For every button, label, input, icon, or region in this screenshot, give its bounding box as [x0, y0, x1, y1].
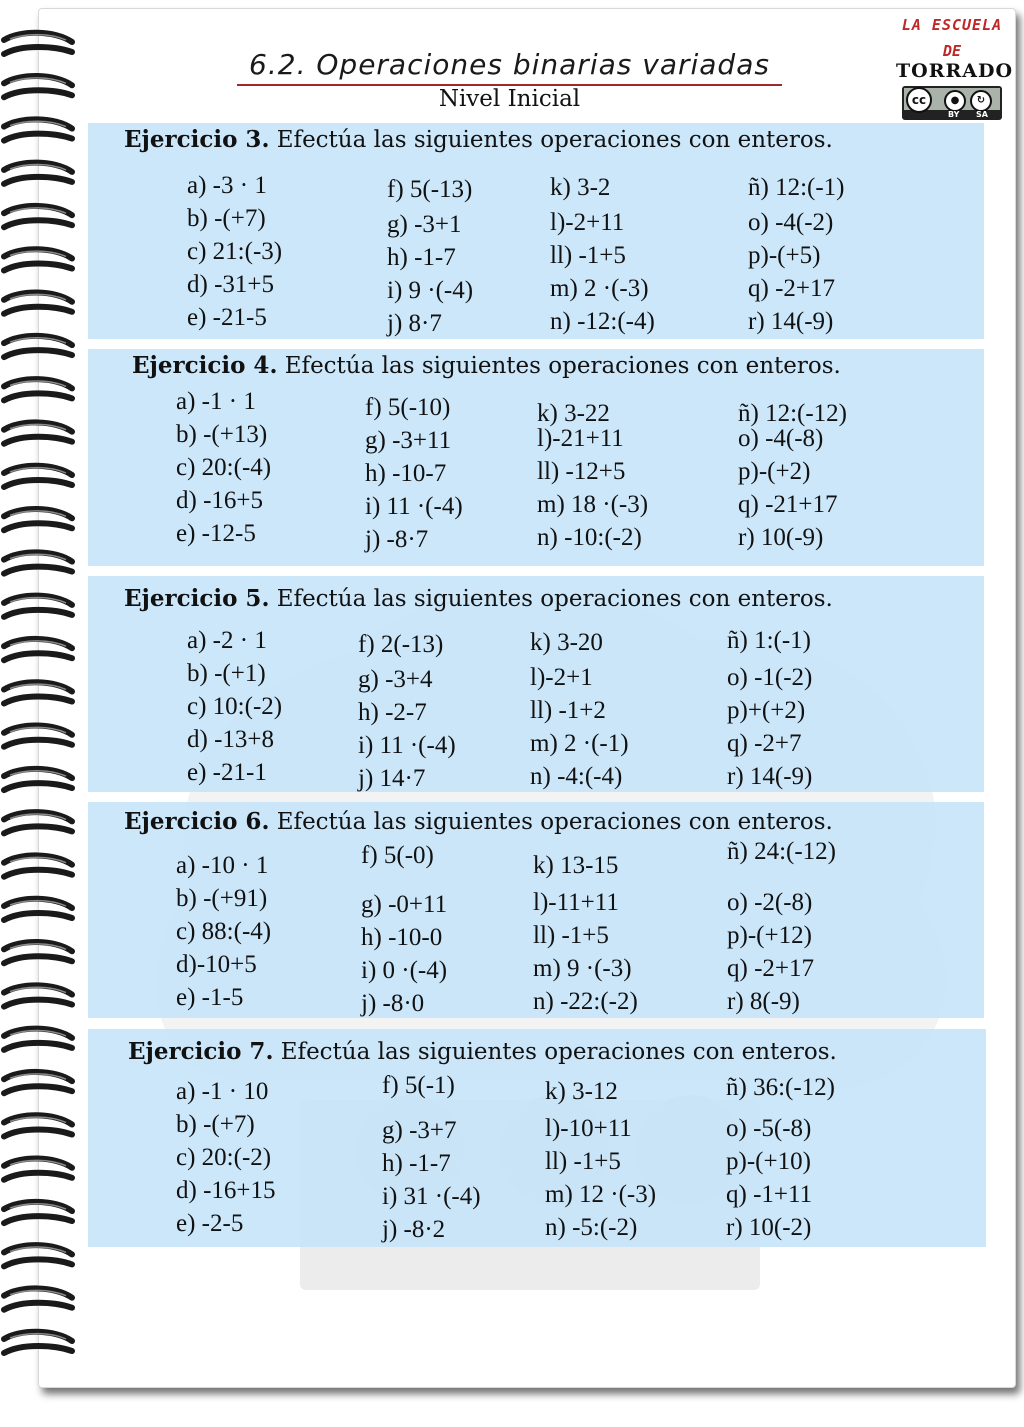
- exercise-instruction: Efectúa las siguientes operaciones con enteros.: [276, 586, 833, 612]
- exercise-item: i) 31 ·(-4): [382, 1183, 481, 1210]
- school-logo: [896, 14, 1014, 124]
- exercise-item: h) -10-0: [361, 924, 443, 951]
- exercise-instruction: Efectúa las siguientes operaciones con enteros.: [280, 1039, 837, 1065]
- cc-sa-label: SA: [976, 110, 988, 119]
- exercise-item: e) -21-5: [187, 304, 267, 331]
- exercise-item: k) 3-20: [530, 629, 603, 656]
- exercise-item: o) -4(-8): [738, 425, 824, 452]
- exercise-item: c) 21:(-3): [187, 238, 283, 265]
- exercise-item: k) 3-2: [550, 174, 611, 201]
- exercise-instruction: Efectúa las siguientes operaciones con enteros.: [276, 127, 833, 153]
- exercise-item: g) -3+7: [382, 1117, 457, 1144]
- exercise-item: m) 2 ·(-1): [530, 730, 629, 757]
- spiral-ring-icon: [4, 1288, 72, 1309]
- spiral-ring-icon: [4, 1202, 72, 1223]
- exercise-item: l)-21+11: [537, 425, 624, 452]
- exercise-item: i) 11 ·(-4): [358, 732, 456, 759]
- exercise-item: d) -31+5: [187, 271, 274, 298]
- exercise-item: a) -2 · 1: [187, 627, 267, 654]
- exercise-item: r) 14(-9): [748, 308, 834, 335]
- exercise-item: ñ) 24:(-12): [727, 838, 836, 865]
- exercise-item: j) 8·7: [387, 310, 442, 337]
- spiral-ring-icon: [4, 812, 72, 833]
- exercise-item: f) 5(-10): [365, 394, 451, 421]
- exercise-item: ñ) 12:(-12): [738, 400, 847, 427]
- spiral-ring-icon: [4, 552, 72, 573]
- exercise-item: ll) -12+5: [537, 458, 626, 485]
- exercise-item: ll) -1+5: [545, 1148, 621, 1175]
- cc-by-label: BY: [948, 110, 960, 119]
- exercise-item: k) 3-22: [537, 400, 610, 427]
- spiral-ring-icon: [4, 509, 72, 530]
- exercise-item: h) -2-7: [358, 699, 427, 726]
- exercise-item: p)-(+5): [748, 242, 821, 269]
- exercise-instruction: Efectúa las siguientes operaciones con enteros.: [284, 353, 841, 379]
- exercise-item: d)-10+5: [176, 951, 257, 978]
- sharealike-icon: ↻: [970, 90, 992, 112]
- exercise-item: l)-2+1: [530, 664, 593, 691]
- exercise-heading: [128, 1038, 837, 1065]
- exercise-item: q) -1+11: [726, 1181, 813, 1208]
- exercise-item: g) -3+1: [387, 211, 462, 238]
- spiral-ring-icon: [4, 682, 72, 703]
- spiral-ring-icon: [4, 985, 72, 1006]
- exercise-item: m) 18 ·(-3): [537, 491, 649, 518]
- exercise-heading: [124, 808, 833, 835]
- exercise-instruction: Efectúa las siguientes operaciones con enteros.: [276, 809, 833, 835]
- exercise-item: i) 0 ·(-4): [361, 957, 448, 984]
- spiral-ring-icon: [4, 1332, 72, 1353]
- spiral-ring-icon: [4, 899, 72, 920]
- exercise-item: g) -3+4: [358, 666, 433, 693]
- exercise-item: p)+(+2): [727, 697, 806, 724]
- exercise-item: f) 5(-13): [387, 176, 473, 203]
- page-title: 6.2. Operaciones binarias variadas: [249, 48, 770, 81]
- exercise-item: i) 11 ·(-4): [365, 493, 463, 520]
- exercise-item: b) -(+7): [187, 205, 266, 232]
- cc-license-badge: [902, 86, 1002, 120]
- spiral-ring-icon: [4, 206, 72, 227]
- exercise-item: m) 9 ·(-3): [533, 955, 632, 982]
- exercise-heading: [124, 585, 833, 612]
- exercise-item: o) -1(-2): [727, 664, 813, 691]
- exercise-number: Ejercicio 7.: [128, 1038, 274, 1065]
- exercise-item: c) 88:(-4): [176, 918, 272, 945]
- exercise-number: Ejercicio 5.: [124, 585, 270, 612]
- exercise-item: ll) -1+5: [550, 242, 626, 269]
- exercise-item: c) 20:(-4): [176, 454, 272, 481]
- exercise-item: ñ) 1:(-1): [727, 627, 811, 654]
- exercise-item: ll) -1+2: [530, 697, 606, 724]
- exercise-item: o) -5(-8): [726, 1115, 812, 1142]
- exercise-number: Ejercicio 4.: [132, 352, 278, 379]
- spiral-ring-icon: [4, 1072, 72, 1093]
- exercise-item: q) -21+17: [738, 491, 838, 518]
- exercise-item: a) -1 · 10: [176, 1078, 269, 1105]
- spiral-ring-icon: [4, 466, 72, 487]
- exercise-item: i) 9 ·(-4): [387, 277, 474, 304]
- exercise-item: l)-11+11: [533, 889, 619, 916]
- exercise-heading: [132, 352, 841, 379]
- exercise-item: b) -(+13): [176, 421, 268, 448]
- exercise-item: q) -2+17: [727, 955, 814, 982]
- exercise-item: r) 8(-9): [727, 988, 800, 1015]
- spiral-ring-icon: [4, 422, 72, 443]
- exercise-item: a) -10 · 1: [176, 852, 269, 879]
- exercise-item: p)-(+10): [726, 1148, 811, 1175]
- exercise-item: f) 2(-13): [358, 631, 444, 658]
- spiral-ring-icon: [4, 1159, 72, 1180]
- exercise-item: ñ) 12:(-1): [748, 174, 845, 201]
- exercise-item: e) -2-5: [176, 1210, 244, 1237]
- spiral-ring-icon: [4, 379, 72, 400]
- exercise-item: n) -22:(-2): [533, 988, 638, 1015]
- cc-icon: cc: [906, 87, 932, 113]
- exercise-item: j) -8·2: [382, 1216, 446, 1243]
- exercise-item: a) -1 · 1: [176, 388, 256, 415]
- exercise-item: h) -1-7: [382, 1150, 451, 1177]
- exercise-heading: [124, 126, 833, 153]
- exercise-number: Ejercicio 6.: [124, 808, 270, 835]
- logo-text-line1: LA ESCUELA: [901, 16, 1003, 34]
- page-header: [237, 48, 782, 118]
- exercise-item: e) -12-5: [176, 520, 256, 547]
- spiral-ring-icon: [4, 1115, 72, 1136]
- spiral-ring-icon: [4, 855, 72, 876]
- exercise-item: q) -2+17: [748, 275, 835, 302]
- exercise-item: m) 2 ·(-3): [550, 275, 649, 302]
- exercise-item: r) 10(-9): [738, 524, 824, 551]
- spiral-ring-icon: [4, 336, 72, 357]
- exercise-item: n) -12:(-4): [550, 308, 655, 335]
- spiral-ring-icon: [4, 163, 72, 184]
- exercise-item: k) 3-12: [545, 1078, 618, 1105]
- exercise-item: e) -21-1: [187, 759, 267, 786]
- exercise-item: h) -1-7: [387, 244, 456, 271]
- exercise-item: k) 13-15: [533, 852, 619, 879]
- exercise-item: m) 12 ·(-3): [545, 1181, 657, 1208]
- spiral-ring-icon: [4, 639, 72, 660]
- spiral-ring-icon: [4, 726, 72, 747]
- exercise-item: f) 5(-0): [361, 842, 434, 869]
- logo-text-line2: DE: [942, 42, 962, 60]
- spiral-ring-icon: [4, 119, 72, 140]
- spiral-ring-icon: [4, 293, 72, 314]
- exercise-item: f) 5(-1): [382, 1072, 455, 1099]
- exercise-item: l)-2+11: [550, 209, 625, 236]
- exercise-item: o) -2(-8): [727, 889, 813, 916]
- spiral-ring-icon: [4, 1245, 72, 1266]
- exercise-item: a) -3 · 1: [187, 172, 267, 199]
- exercise-item: c) 20:(-2): [176, 1144, 272, 1171]
- spiral-ring-icon: [4, 769, 72, 790]
- exercise-item: b) -(+7): [176, 1111, 255, 1138]
- exercise-item: j) 14·7: [358, 765, 426, 792]
- exercise-item: r) 14(-9): [727, 763, 813, 790]
- exercise-item: d) -16+5: [176, 487, 263, 514]
- exercise-item: l)-10+11: [545, 1115, 632, 1142]
- exercise-item: ll) -1+5: [533, 922, 609, 949]
- exercise-item: n) -4:(-4): [530, 763, 623, 790]
- spiral-ring-icon: [4, 33, 72, 54]
- page-subtitle: Nivel Inicial: [438, 86, 581, 112]
- exercise-item: o) -4(-2): [748, 209, 834, 236]
- exercise-number: Ejercicio 3.: [124, 126, 270, 153]
- spiral-ring-icon: [4, 76, 72, 97]
- spiral-binding: [0, 22, 80, 1362]
- exercise-item: g) -0+11: [361, 891, 448, 918]
- exercise-item: b) -(+91): [176, 885, 268, 912]
- exercise-item: ñ) 36:(-12): [726, 1074, 835, 1101]
- exercise-item: j) -8·0: [361, 990, 425, 1017]
- spiral-ring-icon: [4, 1029, 72, 1050]
- exercise-item: n) -5:(-2): [545, 1214, 638, 1241]
- exercise-item: p)-(+2): [738, 458, 811, 485]
- spiral-ring-icon: [4, 942, 72, 963]
- by-person-icon: ●: [944, 90, 966, 112]
- exercise-item: c) 10:(-2): [187, 693, 283, 720]
- exercise-item: g) -3+11: [365, 427, 452, 454]
- exercise-item: q) -2+7: [727, 730, 802, 757]
- exercise-item: p)-(+12): [727, 922, 812, 949]
- exercise-item: r) 10(-2): [726, 1214, 812, 1241]
- exercise-item: n) -10:(-2): [537, 524, 642, 551]
- exercise-item: d) -13+8: [187, 726, 274, 753]
- spiral-ring-icon: [4, 249, 72, 270]
- exercise-item: h) -10-7: [365, 460, 447, 487]
- exercise-item: b) -(+1): [187, 660, 266, 687]
- spiral-ring-icon: [4, 596, 72, 617]
- exercise-item: j) -8·7: [365, 526, 429, 553]
- exercise-item: e) -1-5: [176, 984, 244, 1011]
- logo-text-line3: TORRADO: [896, 60, 1014, 82]
- exercise-item: d) -16+15: [176, 1177, 276, 1204]
